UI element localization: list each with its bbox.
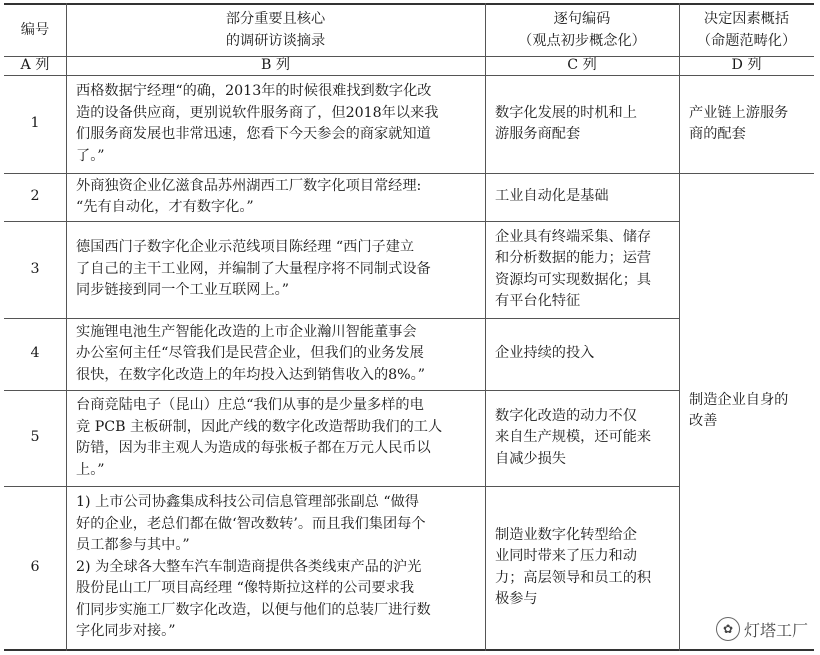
header-id: 编号 — [20, 21, 50, 38]
factor-line: 改善 — [689, 413, 718, 429]
excerpt-cell — [66, 486, 485, 649]
row-id: 2 — [30, 188, 40, 205]
excerpt-line: 办公室何主任“尽管我们是民营企业，但我们的业务发展 — [76, 345, 424, 362]
excerpt-line: 员工都参与其中。” — [76, 537, 190, 554]
row-id: 4 — [30, 345, 40, 362]
excerpt-line: 德国西门子数字化企业示范线项目陈经理 “西门子建立 — [76, 239, 415, 256]
excerpt-line: 实施锂电池生产智能化改造的上市企业瀚川智能董事会 — [76, 323, 417, 340]
header-factor-line: 决定因素概括 — [703, 11, 790, 27]
coding-line: 数字化发展的时机和上 — [495, 104, 637, 121]
header-factor-line: （命题范畴化） — [696, 32, 797, 49]
coding-cell — [485, 75, 679, 173]
coding-line: 制造业数字化转型给企 — [495, 526, 637, 543]
excerpt-line: “先有自动化，才有数字化。” — [76, 199, 254, 215]
coding-line: 企业具有终端采集、储存 — [495, 228, 652, 245]
coding-line: 资源均可实现数据化；具 — [495, 271, 652, 288]
col-label-c: C 列 — [567, 56, 597, 73]
excerpt-line: 股份昆山工厂项目高经理 “像特斯拉这样的公司要求我 — [76, 580, 415, 597]
coding-line: 游服务商配套 — [495, 126, 581, 142]
coding-cell — [485, 486, 679, 649]
factor-line: 商的配套 — [689, 126, 746, 142]
coding-line: 极参与 — [495, 591, 538, 607]
excerpt-cell — [66, 318, 485, 390]
excerpt-line: 同步链接到同一个工业互联网上。” — [76, 282, 289, 299]
factor-line: 产业链上游服务 — [689, 104, 789, 121]
row-id: 5 — [30, 429, 40, 446]
coding-line: 数字化改造的动力不仅 — [495, 407, 637, 424]
coding-line: 来自生产规模，还可能来 — [495, 429, 652, 446]
header-coding-line: （观点初步概念化） — [518, 32, 646, 49]
row-id: 6 — [30, 558, 40, 575]
coding-line: 和分析数据的能力；运营 — [495, 250, 652, 266]
excerpt-line: 台商竞陆电子（昆山）庄总“我们从事的是少量多样的电 — [76, 397, 424, 413]
coding-cell — [485, 173, 679, 221]
col-label-b: B 列 — [260, 56, 291, 73]
col-label-a: A 列 — [20, 56, 50, 73]
header-coding-line: 逐句编码 — [553, 11, 611, 27]
watermark-text: 灯塔工厂 — [743, 620, 808, 640]
coding-line: 自减少损失 — [495, 450, 566, 467]
excerpt-line: 们服务商发展也非常迅速，您看下今天参会的商家就知道 — [76, 126, 431, 142]
header-excerpt-line: 的调研访谈摘录 — [225, 32, 326, 49]
coding-line: 有平台化特征 — [495, 293, 581, 309]
row-id: 3 — [30, 260, 40, 277]
excerpt-line: 竞 PCB 主板研制，因此产线的数字化改造帮助我们的工人 — [76, 418, 443, 435]
excerpt-line: 字化同步对接。” — [76, 623, 176, 640]
coding-cell — [485, 318, 679, 390]
excerpt-line: 了。” — [76, 147, 105, 164]
excerpt-line: 1) 上市公司协鑫集成科技公司信息管理部张副总 “做得 — [76, 494, 419, 511]
header-factor — [679, 5, 814, 56]
excerpt-line: 很快，在数字化改造上的年均投入达到销售收入的8%。” — [76, 366, 425, 383]
coding-cell — [485, 221, 679, 318]
coding-cell — [485, 390, 679, 486]
excerpt-line: 们同步实施工厂数字化改造，以便与他们的总装厂进行数 — [76, 601, 431, 618]
excerpt-line: 造的设备供应商，更别说软件服务商了，但2018年以来我 — [76, 104, 439, 121]
excerpt-line: 2) 为全球各大整车汽车制造商提供各类线束产品的沪光 — [76, 558, 422, 575]
header-coding — [485, 5, 679, 56]
coding-line: 工业自动化是基础 — [495, 188, 609, 205]
coding-line: 企业持续的投入 — [495, 345, 595, 362]
coding-line: 力；高层领导和员工的积 — [495, 569, 652, 586]
excerpt-line: 外商独资企业亿滋食品苏州湖西工厂数字化项目常经理: — [76, 177, 422, 194]
excerpt-cell — [66, 173, 485, 221]
excerpt-line: 了自己的主干工业网，并编制了大量程序将不同制式设备 — [76, 260, 431, 277]
excerpt-line: 好的企业，老总们都在做‘智改数转’。而且我们集团每个 — [76, 515, 426, 532]
excerpt-line: 西格数据宁经理“的确，2013年的时候很难找到数字化改 — [76, 83, 432, 99]
col-label-d: D 列 — [731, 56, 762, 73]
excerpt-line: 防错，因为非主观人为造成的每张板子都在万元人民币以 — [76, 440, 431, 456]
coding-line: 业同时带来了压力和动 — [495, 548, 637, 564]
interview-coding-table — [4, 3, 814, 651]
wechat-logo-icon: ✿ — [716, 617, 740, 641]
factor-line: 制造企业自身的 — [689, 391, 789, 408]
excerpt-cell — [66, 221, 485, 318]
row-id: 1 — [30, 115, 40, 132]
excerpt-line: 上。” — [76, 461, 105, 478]
excerpt-cell — [66, 75, 485, 173]
excerpt-cell — [66, 390, 485, 486]
table-bottom-rule — [4, 649, 814, 651]
header-excerpt-line: 部分重要且核心 — [225, 11, 326, 27]
header-excerpt — [66, 5, 485, 56]
factor-cell — [679, 75, 814, 173]
watermark — [716, 617, 808, 641]
factor-cell-merged — [679, 173, 814, 649]
